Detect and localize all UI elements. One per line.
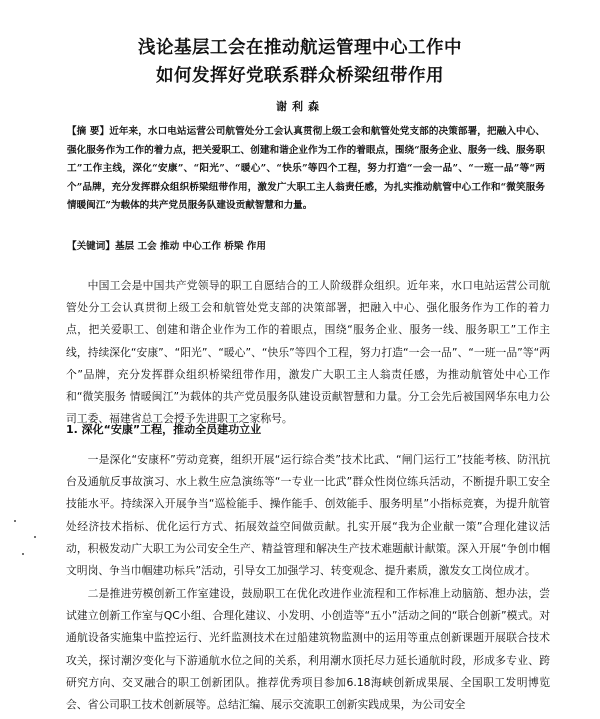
keywords-text: 基层 工会 推动 中心工作 桥梁 作用 xyxy=(114,241,266,252)
keywords-label: 【关键词】 xyxy=(67,241,115,252)
author: 谢利森 xyxy=(276,100,324,113)
scan-speck xyxy=(22,553,24,555)
section-1-paragraph-1: 一是深化“安康杯”劳动竞赛，组织开展“运行综合类”技术比武、“闸门运行工”技能考核、防汛抗台及通航反事故演习、水上救生应急演练等“一专业一比武”群众性岗位练兵活动，不断提升职工安全技能水平。持续深入开展争当“巡检能手、操作能手、创效能手、服务明星”小指标竞赛，为提升航管处经济技术指标、优化运行方式、拓展效益空间做贡献。扎实开展“我为企业献一策”合理化建议活动，积极发动广大职工为公司安全生产、精益管理和解决生产技术难题献计献策。深入开展“争创巾帼文明岗、争当巾帼建功标兵”活动，引导女工加强学习、转变观念、提升素质，激发女工岗位成才。 xyxy=(66,453,550,578)
scan-speck xyxy=(14,520,16,522)
section-1-heading: 1. 深化“安康”工程，推动全员建功立业 xyxy=(66,423,262,436)
scan-speck xyxy=(34,536,36,538)
abstract-label: 【摘 要】 xyxy=(67,126,110,137)
abstract xyxy=(67,123,545,216)
intro-paragraph: 中国工会是中国共产党领导的职工自愿结合的工人阶级群众组织。近年来，水口电站运营公司航管处分工会认真贯彻上级工会和航管处党支部的决策部署，把融入中心、强化服务作为工作的着力点，把关爱职工、创建和谐企业作为工作的着眼点，围绕“服务企业、服务一线、服务职工”工作主线，持续深化“安康”、“阳光”、“暖心”、“快乐”等四个工程，努力打造“一会一品”、“一班一品”等“两个”品牌，充分发挥群众组织桥梁纽带作用，激发广大职工主人翁责任感，为推动航管处中心工作和“微笑服务 情暖闽江”为载体的共产党员服务队建设贡献智慧和力量。分工会先后被国网华东电力公司工委、福建省总工会授予先进职工之家称号。 xyxy=(66,279,550,426)
title-line-2: 如何发挥好党联系群众桥梁纽带作用 xyxy=(156,66,444,86)
keywords xyxy=(67,238,545,256)
section-1-paragraph-2: 二是推进劳模创新工作室建设，鼓励职工在优化改进作业流程和工作标准上动脑筋、想办法，尝试建立创新工作室与QC小组、合理化建议、小发明、小创造等“五小”活动之间的“联合创新”模式。对通航设备实施集中监控运行、光纤监测技术在过船建筑物监测中的运用等重点创新课题开展联合技术攻关，探讨潮汐变化与下游通航水位之间的关系，利用潮水顶托尽力延长通航时段，形成多专业、跨研究方向、交叉融合的职工创新团队。推荐优秀项目参加6.18海峡创新成果展、全国职工发明博览会、省公司职工技术创新展等。总结汇编、展示交流职工创新实践成果，为公司安全 xyxy=(66,587,550,712)
title-line-1: 浅论基层工会在推动航运管理中心工作中 xyxy=(138,38,462,58)
abstract-text: 近年来，水口电站运营公司航管处分工会认真贯彻上级工会和航管处党支部的决策部署，把融入中心、强化服务作为工作的着力点，把关爱职工、创建和谐企业作为工作的着眼点，围绕“服务企业、服务一线、服务职工”工作主线，深化“安康”、“阳光”、“暖心”、“快乐”等四个工程，努力打造“一会一品”、“一班一品”等“两个”品牌，充分发挥群众组织桥梁纽带作用，激发广大职工主人翁责任感，为扎实推动航管中心工作和“微笑服务 情暖闽江”为载体的共产党员服务队建设贡献智慧和力量。 xyxy=(67,126,546,211)
